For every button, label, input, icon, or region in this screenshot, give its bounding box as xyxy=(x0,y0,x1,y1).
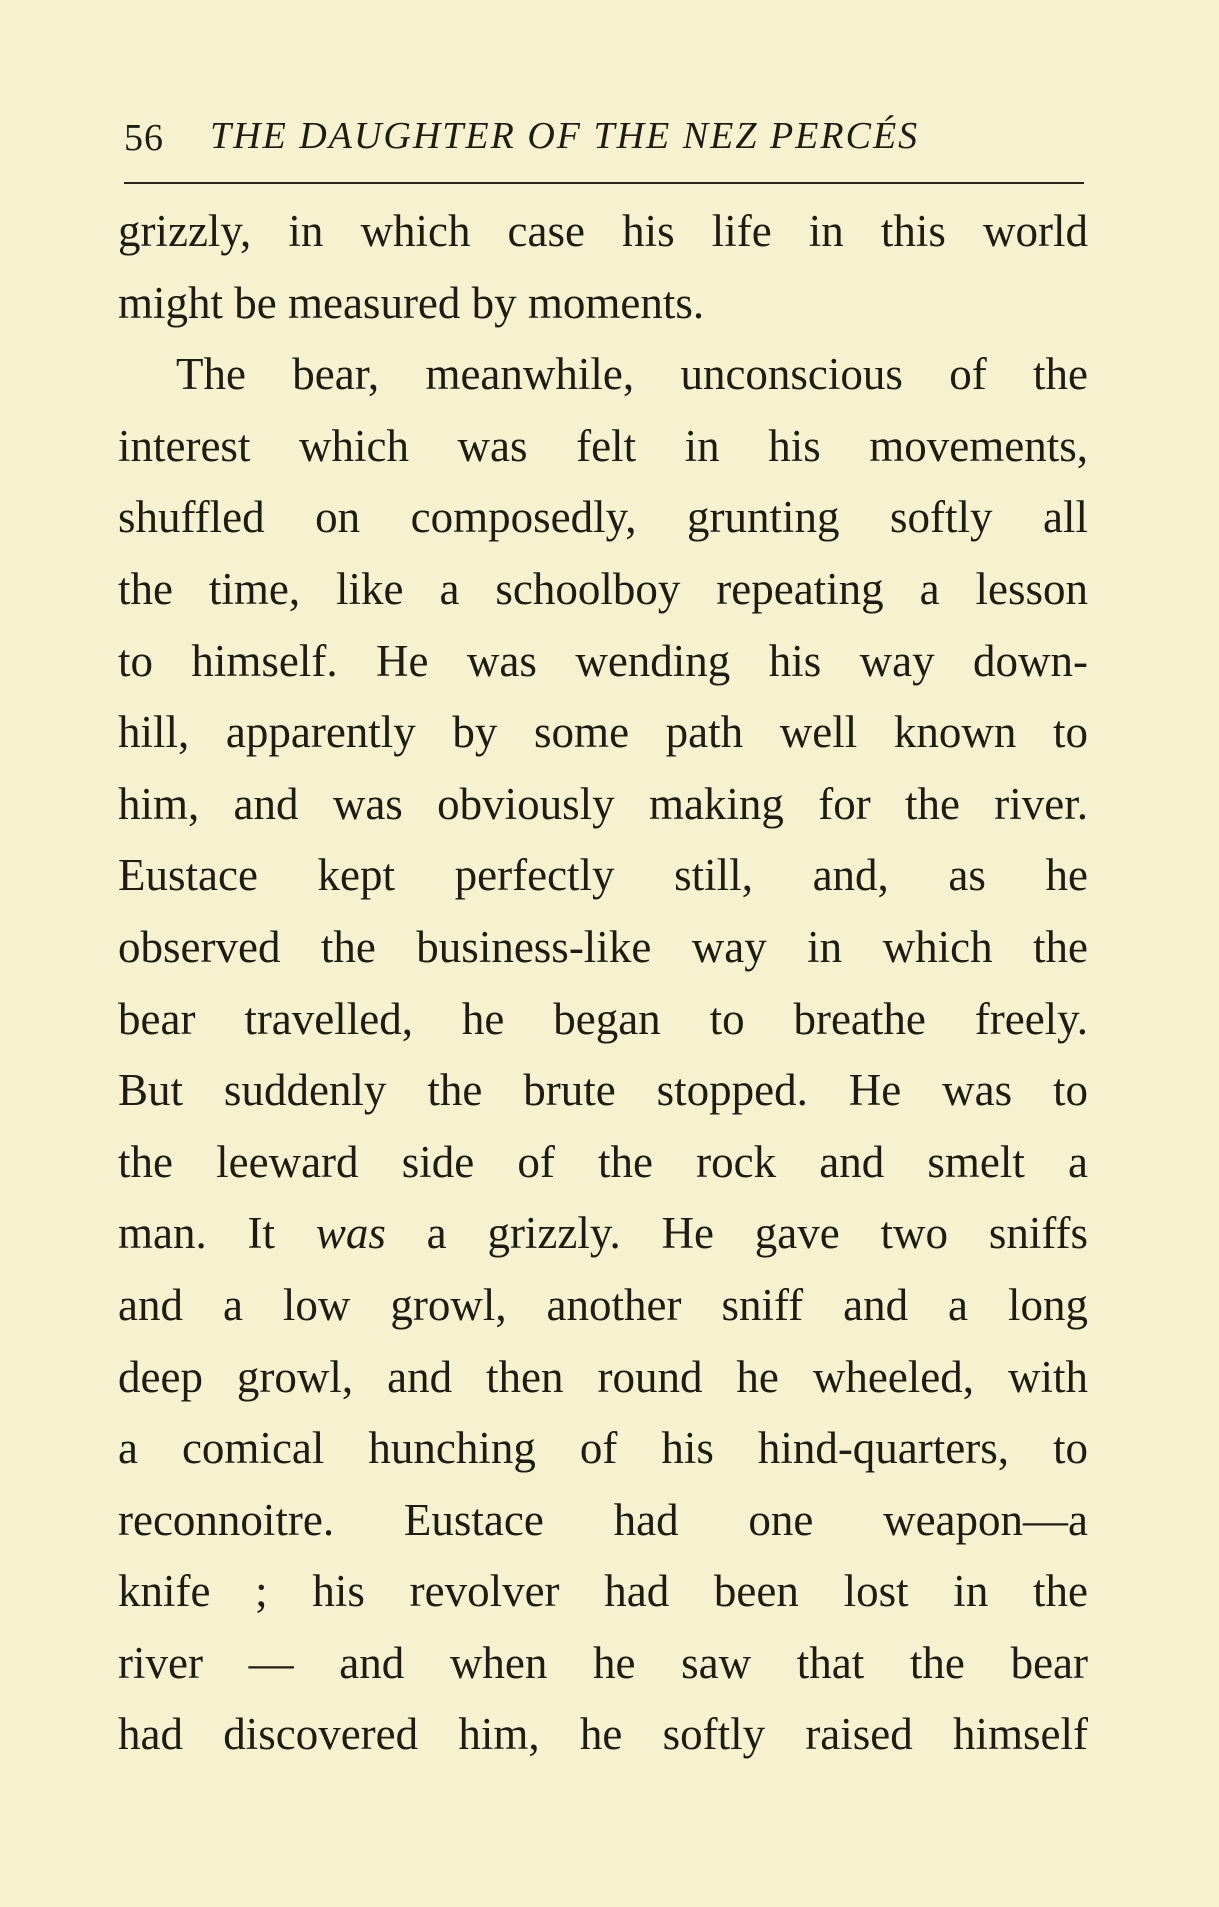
text-line: reconnoitre. Eustace had one weapon—a xyxy=(118,1494,1088,1545)
text-line-with-italic xyxy=(118,1198,1088,1270)
text-line: a comical hunching of his hind-quarters, to xyxy=(118,1423,1088,1474)
text-line: and a low growl, another sniff and a long xyxy=(118,1279,1088,1330)
text-line: knife ; his revolver had been lost in the xyxy=(118,1566,1088,1617)
text-line: might be measured by moments. xyxy=(118,277,705,328)
text-line: deep growl, and then round he wheeled, with xyxy=(118,1351,1088,1402)
header-rule xyxy=(124,182,1084,184)
text-line: observed the business-like way in which the xyxy=(118,921,1088,972)
text-segment: man. It xyxy=(118,1208,276,1259)
text-line: shuffled on composedly, grunting softly all xyxy=(118,492,1088,543)
text-segment: a grizzly. He gave two sniffs xyxy=(426,1208,1088,1259)
text-line: hill, apparently by some path well known to xyxy=(118,707,1088,758)
text-line: the time, like a schoolboy repeating a lesson xyxy=(118,563,1088,614)
text-line: But suddenly the brute stopped. He was to xyxy=(118,1065,1088,1116)
text-line: bear travelled, he began to breathe freely. xyxy=(118,993,1088,1044)
text-line: him, and was obviously making for the river. xyxy=(118,778,1088,829)
italic-emphasis: was xyxy=(315,1208,386,1259)
text-line: to himself. He was wending his way down- xyxy=(118,635,1088,686)
text-line: interest which was felt in his movements, xyxy=(118,420,1088,471)
text-line: Eustace kept perfectly still, and, as he xyxy=(118,850,1088,901)
text-line: river — and when he saw that the bear xyxy=(118,1637,1088,1688)
text-line: the leeward side of the rock and smelt a xyxy=(118,1136,1088,1187)
text-line: had discovered him, he softly raised himself xyxy=(118,1709,1088,1760)
running-title: THE DAUGHTER OF THE NEZ PERCÉS xyxy=(210,115,920,157)
text-line: grizzly, in which case his life in this world xyxy=(118,206,1088,256)
text-line: The bear, meanwhile, unconscious of the xyxy=(176,349,1088,400)
page-header xyxy=(124,110,1084,166)
page-number: 56 xyxy=(124,117,164,159)
body-text xyxy=(118,196,1088,1771)
